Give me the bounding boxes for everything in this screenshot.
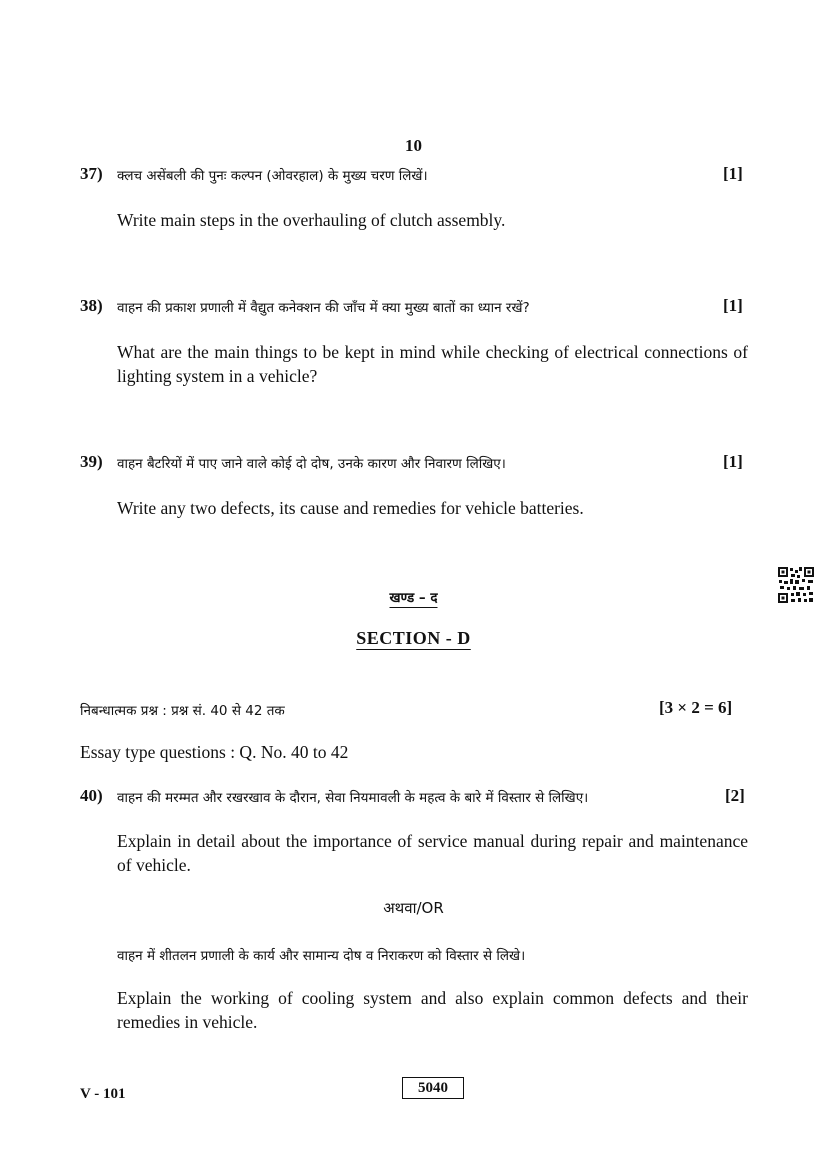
question-37-hindi: क्लच असेंबली की पुनः कल्पन (ओवरहाल) के मुख्य चरण लिखें। <box>117 168 428 184</box>
or-separator: अथवा/OR <box>383 899 444 917</box>
question-40-marks: [2] <box>725 786 745 805</box>
question-38-number: 38) <box>80 296 103 315</box>
question-38-hindi: वाहन की प्रकाश प्रणाली में वैद्युत कनेक्शन की जाँच में क्या मुख्य बातों का ध्यान रखें? <box>117 300 530 316</box>
question-37-number: 37) <box>80 164 103 183</box>
question-39-english: Write any two defects, its cause and remedies for vehicle batteries. <box>117 498 584 518</box>
question-40-alt-english: Explain the working of cooling system and also explain common defects and their remedies in vehicle. <box>117 988 748 1032</box>
paper-code: V - 101 <box>80 1086 126 1102</box>
page-number: 10 <box>405 136 422 155</box>
page-code-box: 5040 <box>402 1077 464 1099</box>
instruction-english: Essay type questions : Q. No. 40 to 42 <box>80 742 349 762</box>
question-40-alt-hindi: वाहन में शीतलन प्रणाली के कार्य और सामान्य दोष व निराकरण को विस्तार से लिखे। <box>117 948 526 964</box>
question-40-number: 40) <box>80 786 103 805</box>
question-39-hindi: वाहन बैटरियों में पाए जाने वाले कोई दो दोष, उनके कारण और निवारण लिखिए। <box>117 456 506 472</box>
question-40-english: Explain in detail about the importance of service manual during repair and maintenance of vehicle. <box>117 831 748 875</box>
question-39-marks: [1] <box>723 452 743 471</box>
question-40-hindi: वाहन की मरम्मत और रखरखाव के दौरान, सेवा नियमावली के महत्व के बारे में विस्तार से लिखिए। <box>117 790 589 806</box>
question-38-english: What are the main things to be kept in mind while checking of electrical connections of lighting system in a vehicle? <box>117 342 748 386</box>
instruction-hindi: निबन्धात्मक प्रश्न : प्रश्न सं. 40 से 42 तक <box>80 703 285 719</box>
question-39-number: 39) <box>80 452 103 471</box>
question-37-marks: [1] <box>723 164 743 183</box>
instruction-marks: [3 × 2 = 6] <box>659 698 733 717</box>
section-english-title: SECTION - D <box>356 628 471 648</box>
section-hindi-title: खण्ड – द <box>389 590 438 606</box>
question-37-english: Write main steps in the overhauling of clutch assembly. <box>117 210 506 230</box>
question-38-marks: [1] <box>723 296 743 315</box>
